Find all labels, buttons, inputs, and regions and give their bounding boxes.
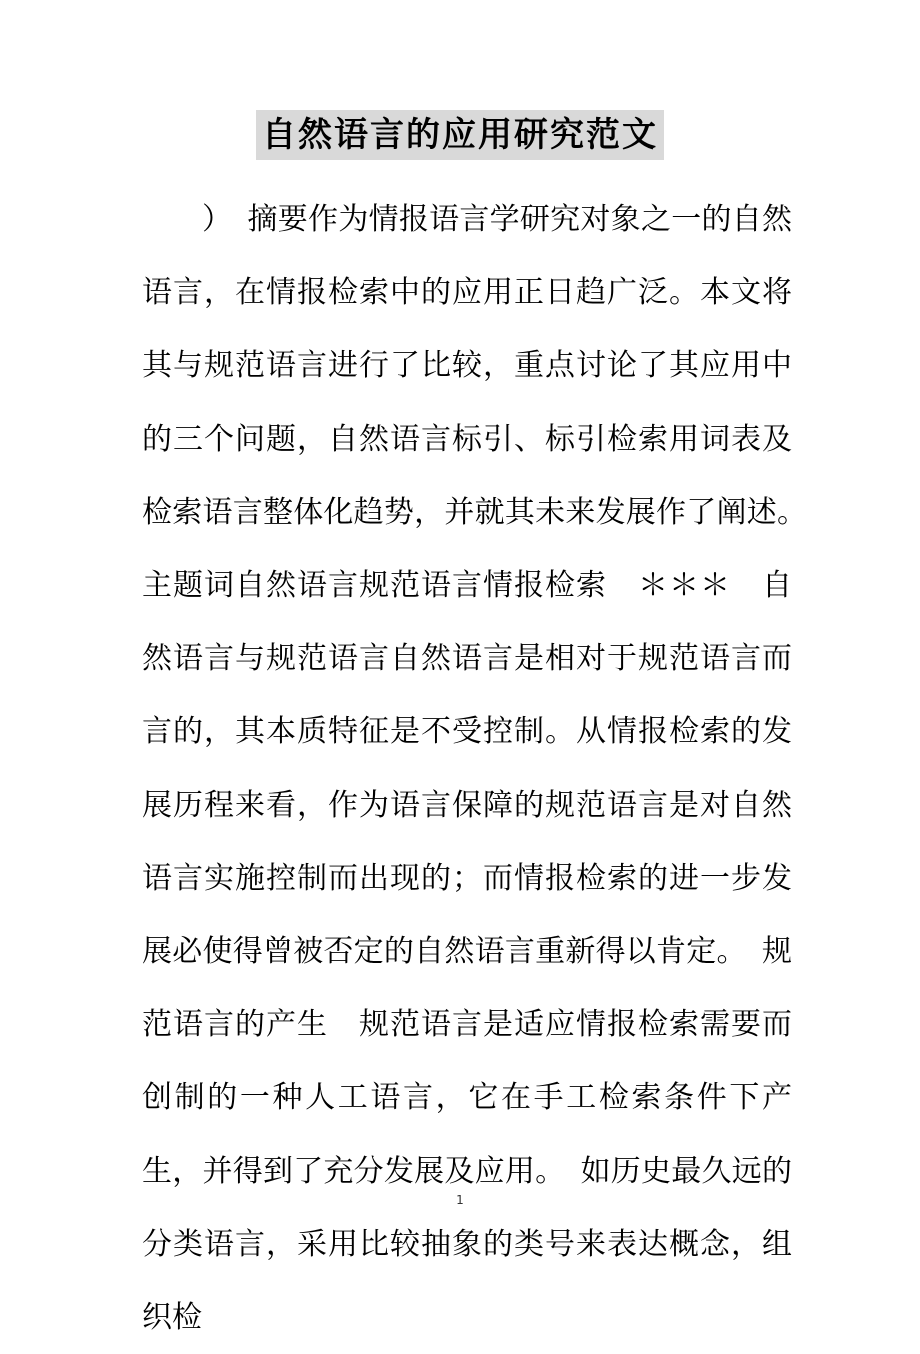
- page-number: 1: [456, 1193, 464, 1207]
- body-paragraph: ） 摘要作为情报语言学研究对象之一的自然语言，在情报检索中的应用正日趋广泛。本文将其与规范语言进行了比较，重点讨论了其应用中的三个问题，自然语言标引、标引检索用词表及检索语言整体化趋势，并就其未来发展作了阐述。 主题词自然语言规范语言情报检索 ＊＊＊ 自然语言与规范语言自然语言是相对于规范语言而言的，其本质特征是不受控制。从情报检索的发展历程来看，作为语言保障的规范语言是对自然语言实施控制而出现的；而情报检索的进一步发展必使得曾被否定的自然语言重新得以肯定。 规范语言的产生 规范语言是适应情报检索需要而创制的一种人工语言，它在手工检索条件下产生，并得到了充分发展及应用。 如历史最久远的分类语言，采用比较抽象的类号来表达概念，组织检: [142, 202, 822, 1336]
- title-container: [0, 110, 920, 160]
- document-title: 自然语言的应用研究范文: [256, 110, 664, 160]
